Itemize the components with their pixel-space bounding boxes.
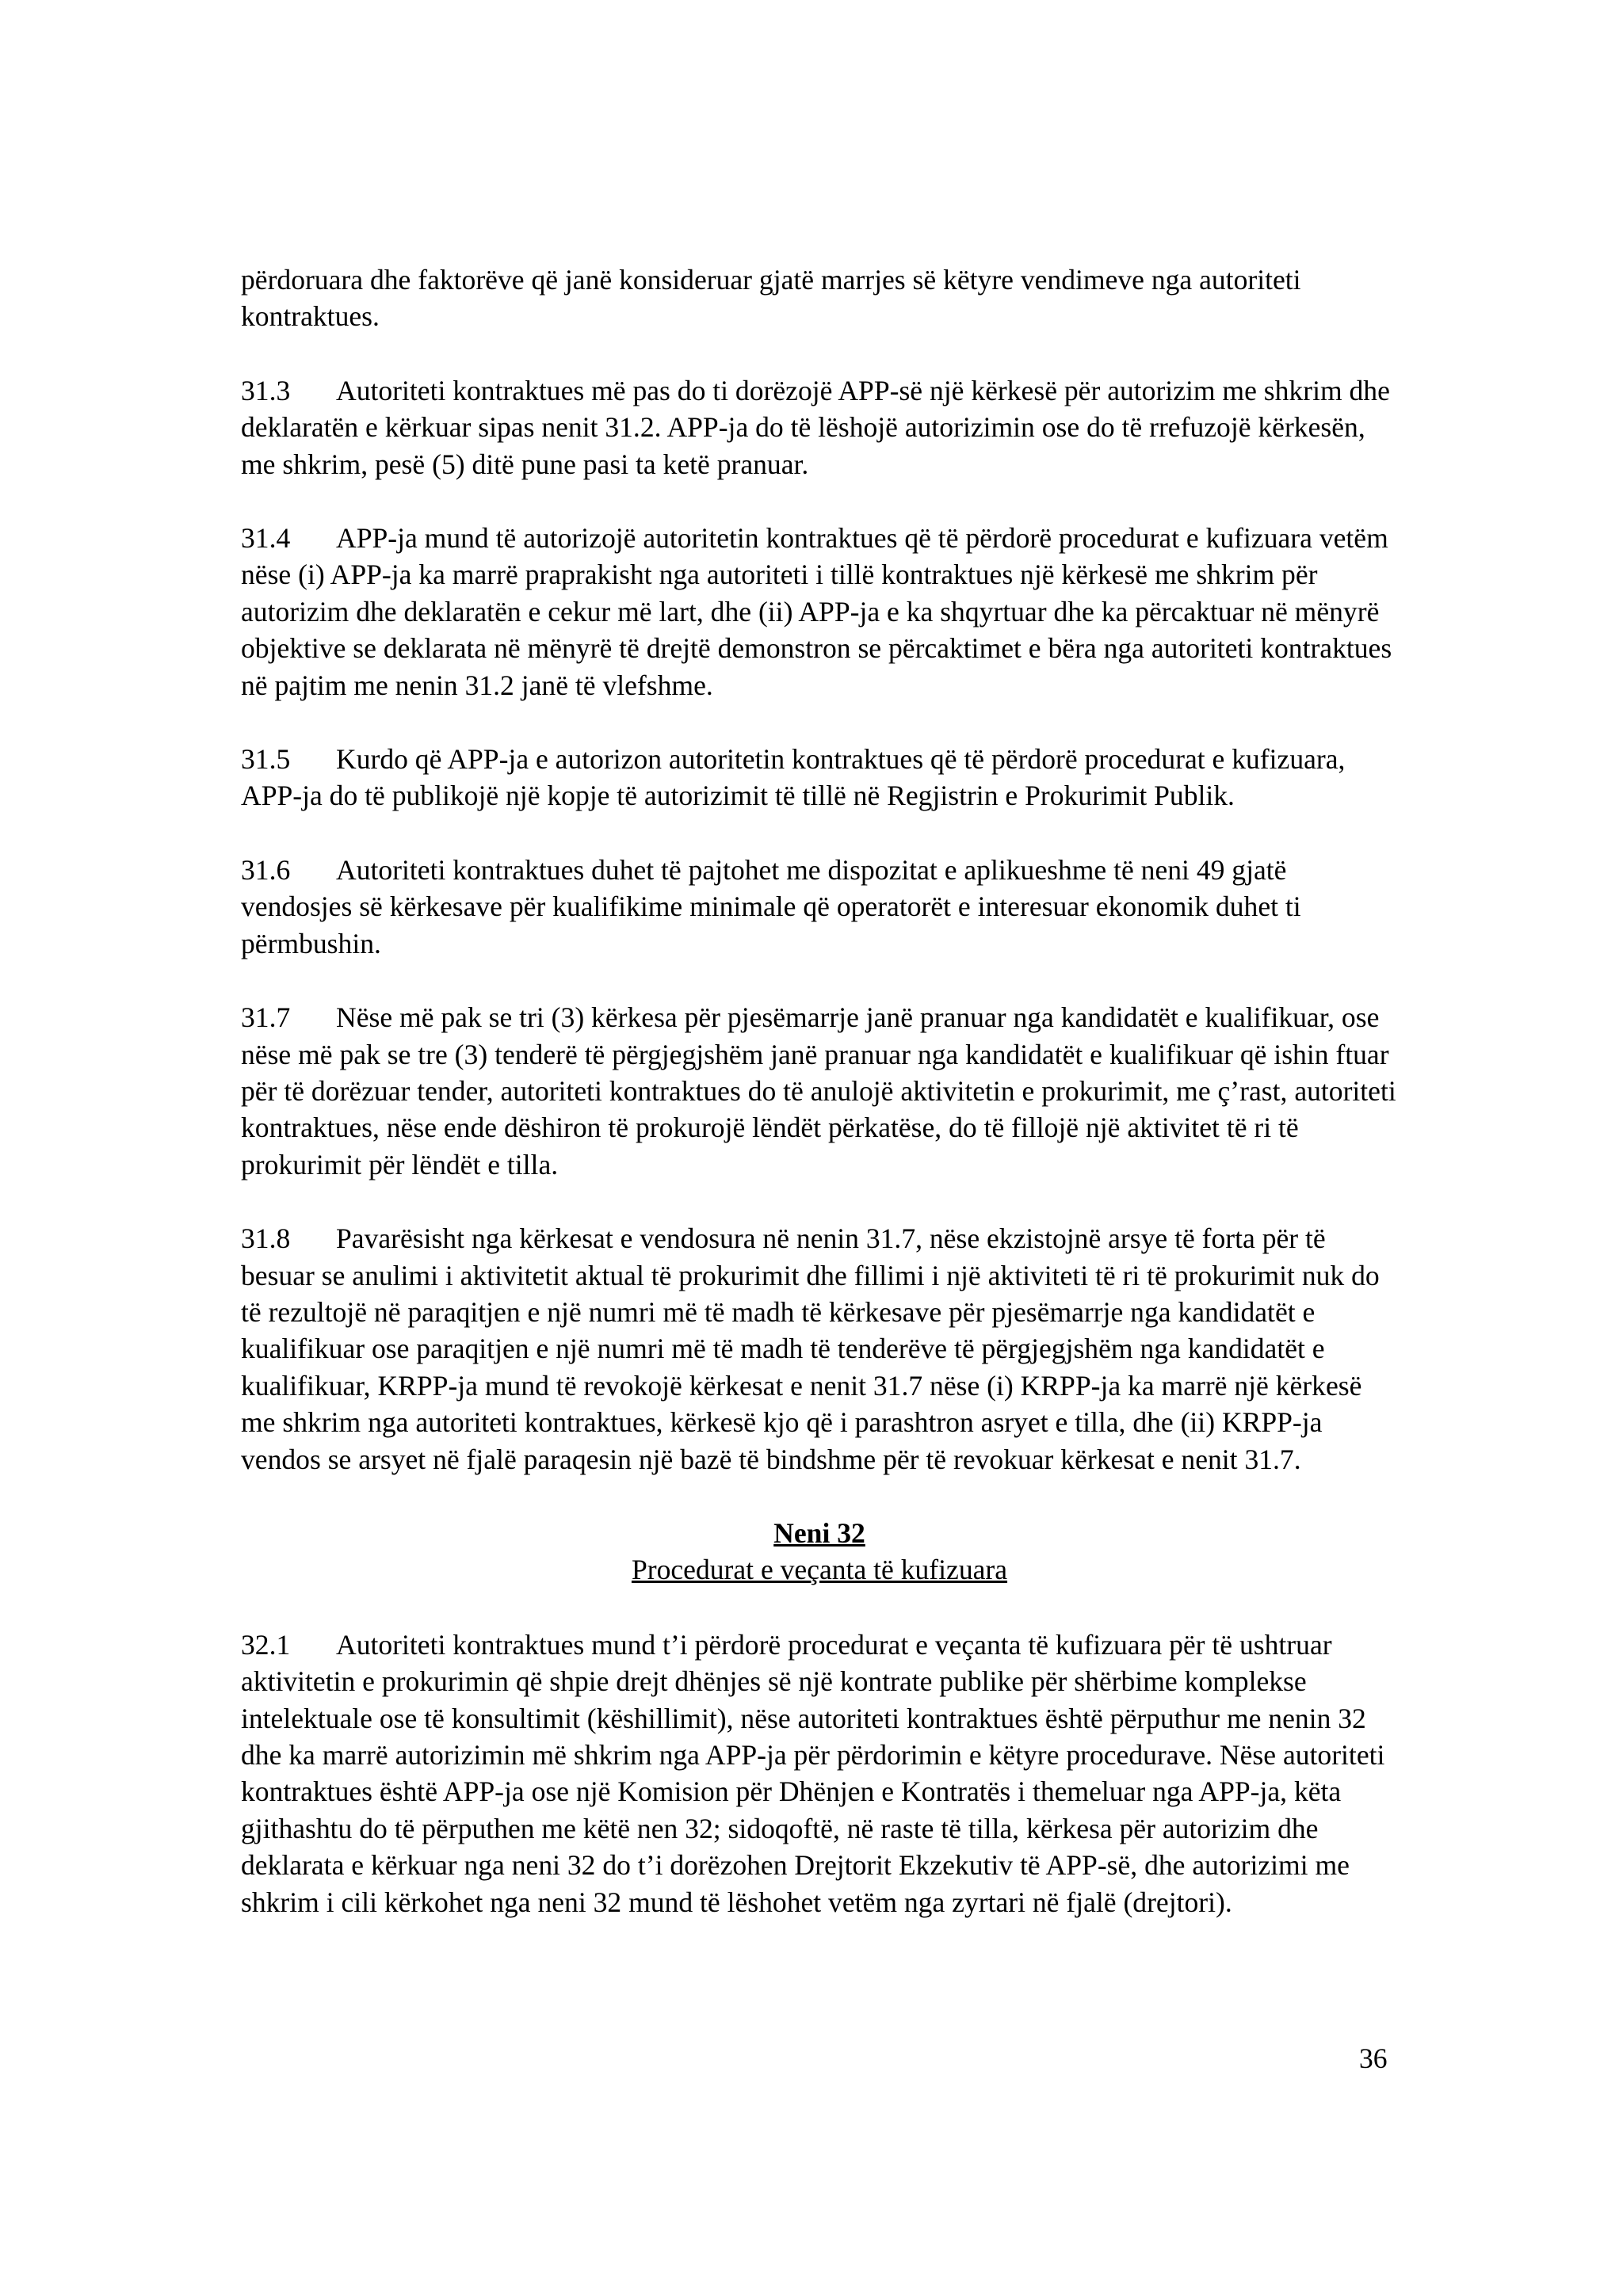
paragraph-number: 32.1 [241, 1628, 291, 1661]
paragraph-31-7 [241, 999, 1398, 1183]
document-page [241, 261, 1398, 1958]
paragraph-text: Autoriteti kontraktues më pas do ti dorëzojë APP-së një kërkesë për autorizim me shkrim dhe deklaratën e kërkuar sipas nenit 31.2. APP-ja do të lëshojë autorizimin ose do të rrefuzojë kërkesën, me shkrim, pesë (5) ditë pune pasi ta ketë pranuar. [241, 374, 1390, 480]
paragraph-text: Pavarësisht nga kërkesat e vendosura në nenin 31.7, nëse ekzistojnë arsye të forta për të besuar se anulimi i aktivitetit aktual të prokurimit dhe fillimi i një aktiviteti të ri të prokurimit nuk do të rezultojë në paraqitjen e një numri më të madh të kërkesave për pjesëmarrje nga kandidatët e kualifikuar ose paraqitjen e një numri më të madh të tenderëve të përgjegjshëm nga kandidatët e kualifikuar, KRPP-ja mund të revokojë kërkesat e nenit 31.7 nëse (i) KRPP-ja ka marrë një kërkesë me shkrim nga autoriteti kontraktues, kërkesë kjo që i parashtron asryet e tilla, dhe (ii) KRPP-ja vendos se arsyet në fjalë paraqesin një bazë të bindshme për të revokuar kërkesat e nenit 31.7. [241, 1222, 1380, 1475]
paragraph-31-4 [241, 520, 1398, 704]
paragraph-number: 31.7 [241, 1001, 291, 1034]
paragraph-number: 31.6 [241, 853, 291, 886]
paragraph-31-5 [241, 741, 1398, 814]
paragraph-31-6 [241, 852, 1398, 962]
paragraph-text: Kurdo që APP-ja e autorizon autoritetin kontraktues që të përdorë procedurat e kufizuara, APP-ja do të publikojë një kopje të autorizimit të tillë në Regjistrin e Prokurimit Publik. [241, 743, 1346, 812]
paragraph-number: 31.3 [241, 374, 291, 406]
section-title: Neni 32 [773, 1516, 865, 1549]
section-subtitle: Procedurat e veçanta të kufizuara [631, 1554, 1008, 1586]
section-heading [241, 1515, 1398, 1589]
intro-paragraph: përdoruara dhe faktorëve që janë konsideruar gjatë marrjes së këtyre vendimeve nga autoriteti kontraktues. [241, 264, 1301, 333]
paragraph-text: Autoriteti kontraktues mund t’i përdorë procedurat e veçanta të kufizuara për të ushtruar aktivitetin e prokurimin që shpie drejt dhënjes së një kontrate publike për shërbime komplekse intelektuale ose të konsultimit (këshillimit), nëse autoriteti kontraktues është përputhur me nenin 32 dhe ka marrë autorizimin më shkrim nga APP-ja për përdorimin e këtyre procedurave. Nëse autoriteti kontraktues është APP-ja ose një Komision për Dhënjen e Kontratës i themeluar nga APP-ja, këta gjithashtu do të përputhen me këtë nen 32; sidoqoftë, në raste të tilla, kërkesa për autorizim dhe deklarata e kërkuar nga neni 32 do t’i dorëzohen Drejtorit Ekzekutiv të APP-së, dhe autorizimi me shkrim i cili kërkohet nga neni 32 mund të lëshohet vetëm nga zyrtari në fjalë (drejtori). [241, 1628, 1385, 1918]
paragraph-number: 31.8 [241, 1222, 291, 1255]
paragraph-31-8 [241, 1220, 1398, 1478]
paragraph-text: Nëse më pak se tri (3) kërkesa për pjesëmarrje janë pranuar nga kandidatët e kualifikuar, ose nëse më pak se tre (3) tenderë të përgjegjshëm janë pranuar nga kandidatët e kualifikuar që ishin ftuar për të dorëzuar tender, autoriteti kontraktues do të anulojë aktivitetin e prokurimit, me ç’rast, autoriteti kontraktues, nëse ende dëshiron të prokurojë lëndët përkatëse, do të fillojë një aktivitet të ri të prokurimit për lëndët e tilla. [241, 1001, 1396, 1180]
page-number: 36 [1359, 2042, 1388, 2074]
paragraph-32-1 [241, 1627, 1398, 1920]
paragraph-text: Autoriteti kontraktues duhet të pajtohet me dispozitat e aplikueshme të neni 49 gjatë vendosjes së kërkesave për kualifikime minimale që operatorët e interesuar ekonomik duhet ti përmbushin. [241, 853, 1301, 959]
paragraph-number: 31.4 [241, 522, 291, 555]
paragraph-text: APP-ja mund të autorizojë autoritetin kontraktues që të përdorë procedurat e kufizuara vetëm nëse (i) APP-ja ka marrë praprakisht nga autoriteti i tillë kontraktues një kërkesë me shkrim për autorizim dhe deklaratën e cekur më lart, dhe (ii) APP-ja e ka shqyrtuar dhe ka përcaktuar në mënyrë objektive se deklarata në mënyrë të drejtë demonstron se përcaktimet e bëra nga autoriteti kontraktues në pajtim me nenin 31.2 janë të vlefshme. [241, 522, 1392, 701]
paragraph-31-3 [241, 372, 1398, 482]
paragraph-number: 31.5 [241, 743, 291, 776]
